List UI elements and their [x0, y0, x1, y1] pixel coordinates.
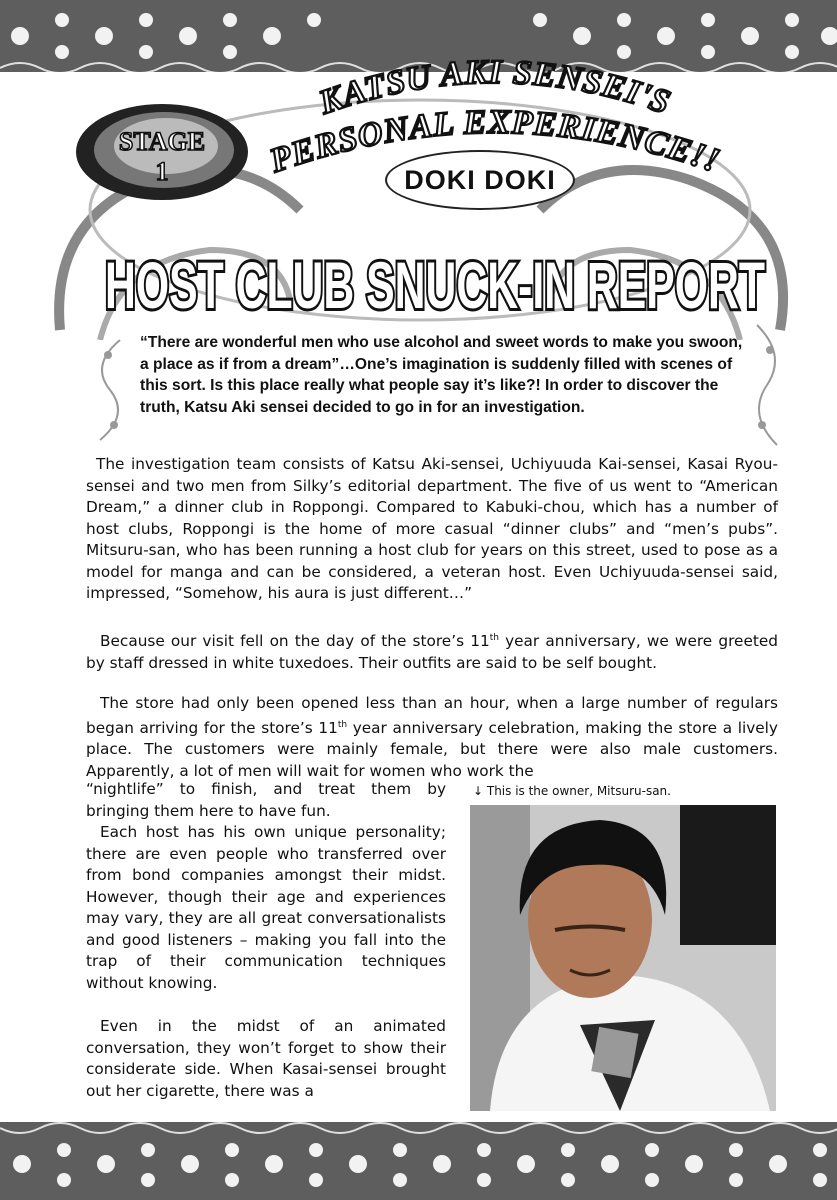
- p2-text-b: year anniversary, we were greeted by staff dressed in white tuxedoes. Their outfits are said to be self bought.: [86, 632, 778, 672]
- ornament-left: [80, 335, 140, 445]
- arc-title-line1: KATSU AKI SENSEI'S: [314, 53, 676, 122]
- arc-title-line2: PERSONAL EXPERIENCE!!: [265, 103, 725, 181]
- body-paragraph-4: Each host has his own unique personality; there are even people who transferred over from bond companies amongst their midst. However, though their age and experiences may vary, they are all great conversationalists and good listeners – making you fall into the trap of their communication techniques without knowing.: [86, 823, 446, 992]
- intro-paragraph: “There are wonderful men who use alcohol and sweet words to make you swoon, a place as if from a dream”…One’s imagination is suddenly filled with scenes of this sort. Is this place really what people say it’s like?! In order to discover the truth, Katsu Aki sensei decided to go in for an investigation.: [140, 334, 743, 416]
- main-title-text: HOST CLUB SNUCK-IN REPORT: [105, 248, 765, 322]
- stage-label: STAGE: [118, 127, 206, 156]
- p2-text-a: Because our visit fell on the day of the store’s 11: [100, 632, 490, 651]
- bottom-lace-border: [0, 1122, 837, 1200]
- body-paragraph-5: Even in the midst of an animated conversation, they won’t forget to show their considerate side. When Kasai-sensei brought out her cigarette, there was a: [86, 1017, 446, 1100]
- body-paragraph-2: [86, 628, 778, 674]
- doki-doki-label: DOKI DOKI: [385, 150, 575, 210]
- main-title: [95, 228, 775, 328]
- body-paragraph-1: The investigation team consists of Katsu Aki-sensei, Uchiyuuda Kai-sensei, Kasai Ryou-sensei and two men from Silky’s editorial department. The five of us went to “American Dream,” a dinner club in Roppongi. Compared to Kabuki-chou, which has a number of host clubs, Roppongi is the home of more casual “dinner clubs” and “men’s pubs”. Mitsuru-san, who has been running a host club for years on this street, used to pose as a model for manga and can be considered, a veteran host. Even Uchiyuuda-sensei said, impressed, “Somehow, his aura is just different…”: [86, 455, 778, 602]
- stage-number: 1: [155, 157, 169, 186]
- p2-superscript: th: [489, 633, 499, 643]
- p3-text-b: year anniversary celebration, making the store a lively place. The customers were mainly female, but there were also male customers. Apparently, a lot of men will wait for women who work the: [86, 718, 778, 780]
- photo-caption: ↓ This is the owner, Mitsuru-san.: [473, 784, 671, 798]
- owner-portrait: [470, 805, 776, 1111]
- body-paragraph-3: [86, 693, 778, 782]
- body-paragraph-3-continued: “nightlife” to finish, and treat them by bringing them here to have fun.: [86, 780, 446, 820]
- stage-badge: [72, 100, 252, 205]
- owner-photo: [470, 805, 776, 1111]
- lace-pattern-bottom: [0, 1122, 837, 1200]
- p3-text-a: The store had only been opened less than an hour, when a large number of regulars began arriving for the store’s 11: [86, 694, 778, 737]
- p3-superscript: th: [337, 719, 348, 730]
